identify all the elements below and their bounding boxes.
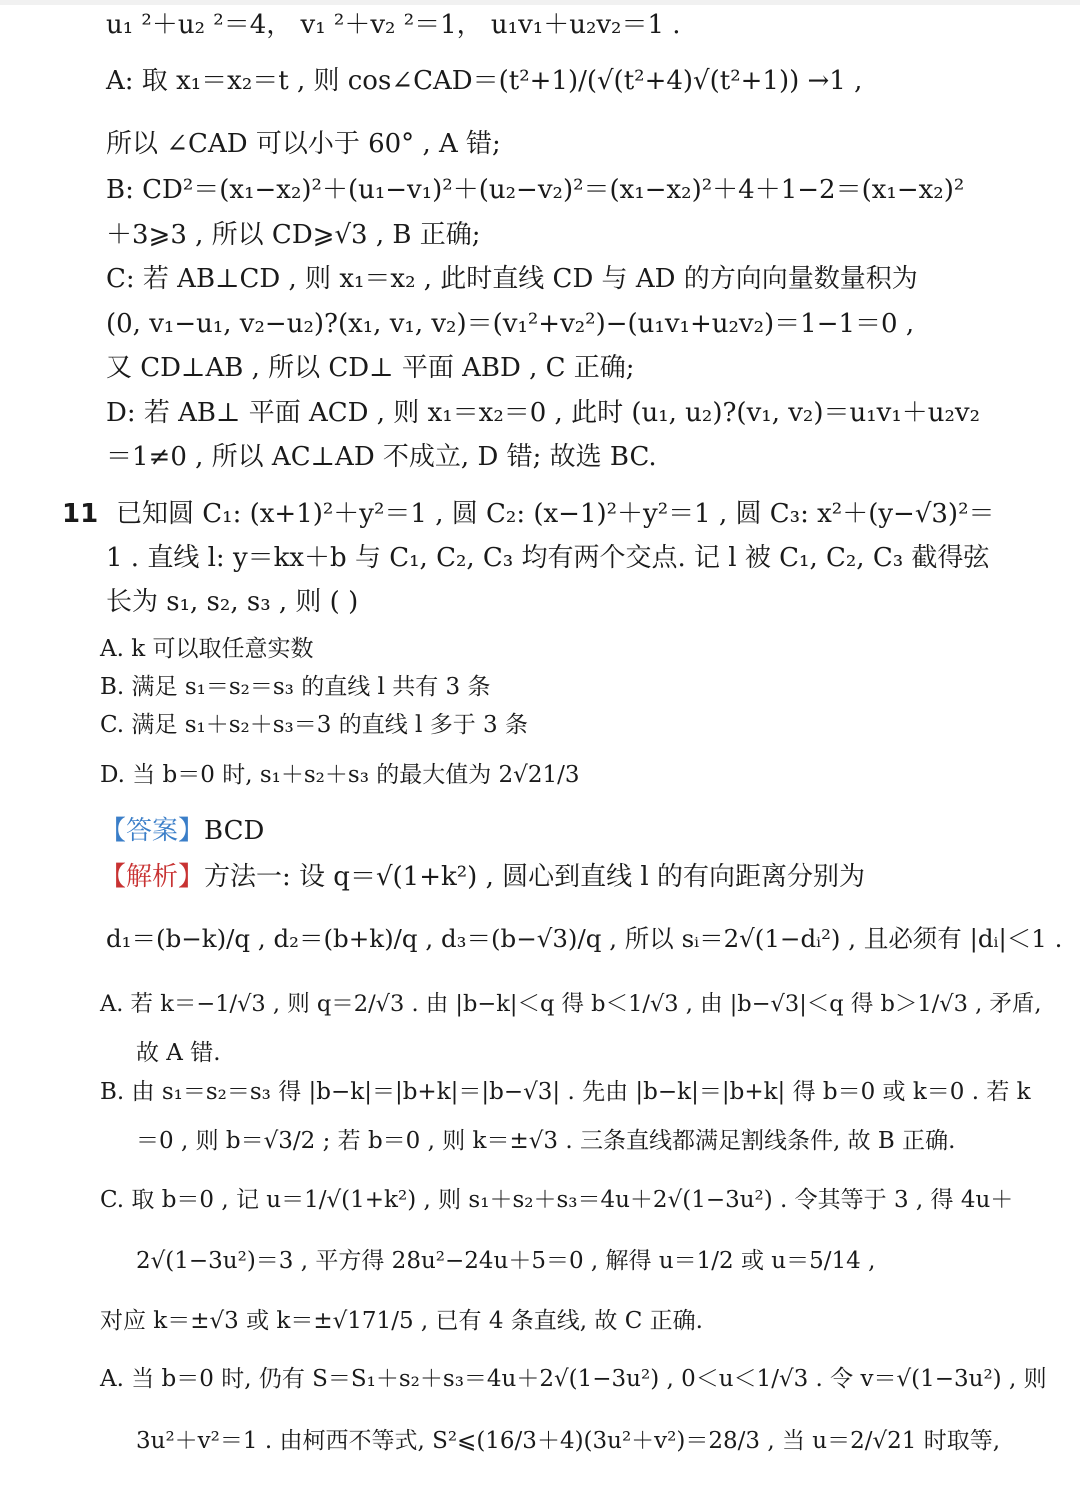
- text-line: 又 CD⊥AB , 所以 CD⊥ 平面 ABD , C 正确;: [106, 353, 635, 383]
- text-line: u₁ ²＋u₂ ²＝4， v₁ ²＋v₂ ²＝1， u₁v₁＋u₂v₂＝1 .: [106, 10, 681, 40]
- analysis-text: ＝0 , 则 b＝√3/2 ; 若 b＝0 , 则 k＝±√3 . 三条直线都满足割线条件, 故 B 正确.: [136, 1128, 956, 1154]
- analysis-text: A. 若 k＝−1/√3 , 则 q＝2/√3 . 由 |b−k|＜q 得 b＜1/√3 , 由 |b−√3|＜q 得 b＞1/√3 , 矛盾,: [100, 991, 1042, 1017]
- analysis-tag: 【解析】: [100, 862, 205, 892]
- text-line: B: CD²＝(x₁−x₂)²＋(u₁−v₁)²＋(u₂−v₂)²＝(x₁−x₂)²＋4＋1−2＝(x₁−x₂)²: [106, 175, 965, 205]
- option-d: D. 当 b＝0 时, s₁＋s₂＋s₃ 的最大值为 2√21/3: [100, 762, 580, 788]
- answer-line: [100, 814, 264, 848]
- analysis-text: 对应 k＝±√3 或 k＝±√171/5 , 已有 4 条直线, 故 C 正确.: [100, 1308, 703, 1334]
- question-stem: 长为 s₁, s₂, s₃ , 则 ( ): [106, 587, 359, 617]
- option-c: C. 满足 s₁＋s₂＋s₃＝3 的直线 l 多于 3 条: [100, 712, 528, 738]
- answer-value: BCD: [204, 816, 265, 846]
- analysis-text: B. 由 s₁＝s₂＝s₃ 得 |b−k|＝|b+k|＝|b−√3| . 先由 |b−k|＝|b+k| 得 b＝0 或 k＝0 . 若 k: [100, 1079, 1031, 1105]
- analysis-text: 方法一: 设 q＝√(1+k²) , 圆心到直线 l 的有向距离分别为: [204, 862, 865, 892]
- analysis-text: d₁＝(b−k)/q , d₂＝(b+k)/q , d₃＝(b−√3)/q , 所以 sᵢ＝2√(1−dᵢ²) , 且必须有 |dᵢ|＜1 .: [106, 924, 1063, 953]
- question-stem: 已知圆 C₁: (x+1)²＋y²＝1 , 圆 C₂: (x−1)²＋y²＝1 , 圆 C₃: x²＋(y−√3)²＝: [116, 499, 995, 529]
- analysis-line: [100, 860, 865, 894]
- text-line: ＋3⩾3 , 所以 CD⩾√3 , B 正确;: [106, 220, 481, 250]
- text-line: ＝1≠0 , 所以 AC⊥AD 不成立, D 错; 故选 BC.: [106, 442, 657, 472]
- analysis-text: C. 取 b＝0 , 记 u＝1/√(1+k²) , 则 s₁＋s₂＋s₃＝4u＋2√(1−3u²) . 令其等于 3 , 得 4u＋: [100, 1187, 1014, 1213]
- question-stem: 1 . 直线 l: y＝kx＋b 与 C₁, C₂, C₃ 均有两个交点. 记 l 被 C₁, C₂, C₃ 截得弦: [106, 543, 990, 573]
- text-line: D: 若 AB⊥ 平面 ACD , 则 x₁＝x₂＝0 , 此时 (u₁, u₂)?(v₁, v₂)＝u₁v₁＋u₂v₂: [106, 398, 981, 428]
- text-line: (0, v₁−u₁, v₂−u₂)?(x₁, v₁, v₂)＝(v₁²+v₂²)−(u₁v₁+u₂v₂)＝1−1＝0 ,: [106, 309, 915, 339]
- analysis-text: A. 当 b＝0 时, 仍有 S＝S₁＋s₂＋s₃＝4u＋2√(1−3u²) , 0＜u＜1/√3 . 令 v＝√(1−3u²) , 则: [100, 1366, 1047, 1392]
- option-a: A. k 可以取任意实数: [100, 636, 314, 662]
- top-edge: [0, 0, 1080, 5]
- answer-tag: 【答案】: [100, 816, 205, 846]
- option-b: B. 满足 s₁＝s₂＝s₃ 的直线 l 共有 3 条: [100, 674, 491, 700]
- analysis-text: 3u²＋v²＝1 . 由柯西不等式, S²⩽(16/3＋4)(3u²＋v²)＝28/3 , 当 u＝2/√21 时取等,: [136, 1428, 1001, 1454]
- text-line: 所以 ∠CAD 可以小于 60° , A 错;: [106, 129, 501, 159]
- question-number: 11: [62, 499, 99, 529]
- text-line: C: 若 AB⊥CD , 则 x₁＝x₂ , 此时直线 CD 与 AD 的方向向量数量积为: [106, 264, 918, 294]
- analysis-text: 2√(1−3u²)＝3 , 平方得 28u²−24u＋5＝0 , 解得 u＝1/2 或 u＝5/14 ,: [136, 1248, 876, 1274]
- analysis-text: 故 A 错.: [136, 1040, 221, 1066]
- text-line: A: 取 x₁＝x₂＝t , 则 cos∠CAD＝(t²+1)/(√(t²+4)√(t²+1)) →1 ,: [106, 66, 863, 96]
